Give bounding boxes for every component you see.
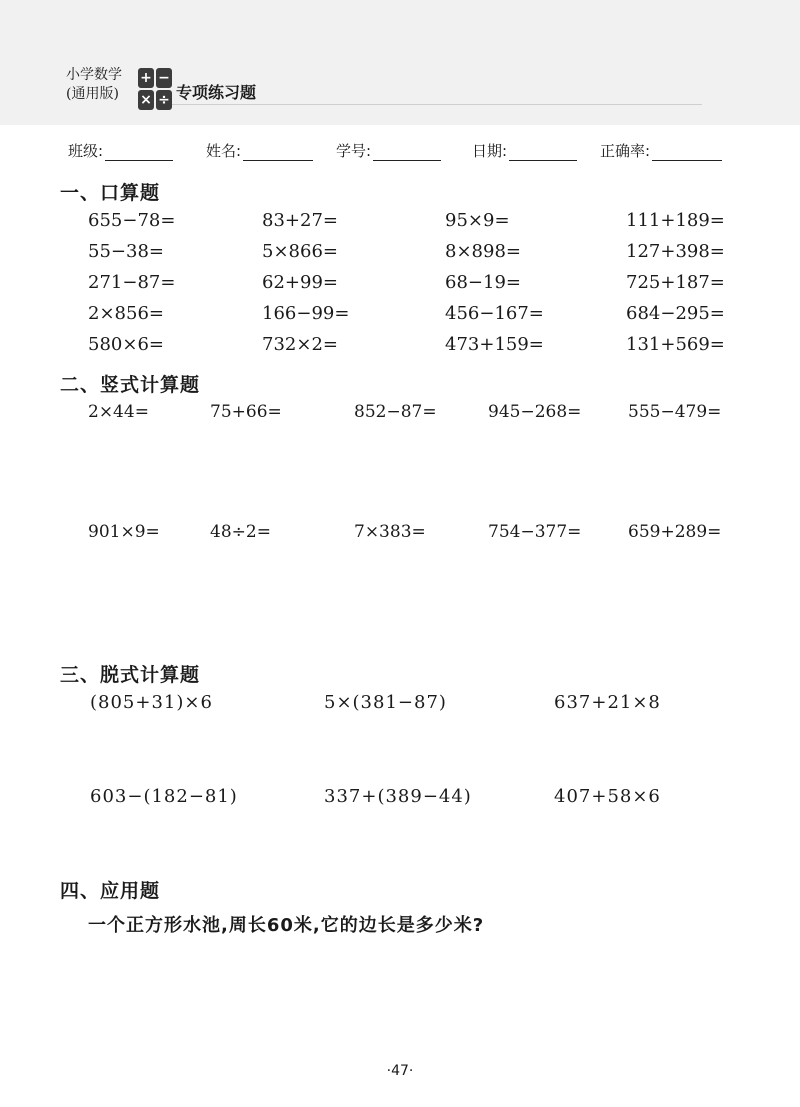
- brand-text: [66, 66, 122, 104]
- step-item: (805+31)×6: [90, 692, 213, 713]
- vertical-item: 555−479=: [628, 402, 722, 422]
- header-band: [0, 0, 800, 125]
- student-info-row: [68, 140, 738, 162]
- oral-item: 111+189=: [626, 210, 725, 231]
- oral-item: 271−87=: [88, 272, 176, 293]
- divide-icon: ÷: [156, 90, 172, 110]
- accuracy-blank[interactable]: [652, 144, 722, 161]
- minus-icon: −: [156, 68, 172, 88]
- vertical-item: 754−377=: [488, 522, 582, 542]
- step-item: 337+(389−44): [324, 786, 472, 807]
- multiply-icon: ×: [138, 90, 154, 110]
- arithmetic-ops-logo: [138, 68, 172, 110]
- vertical-calc-row: [88, 522, 748, 548]
- vertical-item: 75+66=: [210, 402, 282, 422]
- date-label: 日期:: [472, 142, 508, 160]
- plus-icon: +: [138, 68, 154, 88]
- date-blank[interactable]: [509, 144, 577, 161]
- oral-row: [88, 241, 748, 272]
- oral-item: 5×866=: [262, 241, 338, 262]
- oral-row: [88, 334, 748, 365]
- oral-row: [88, 272, 748, 303]
- accuracy-field: [600, 140, 722, 161]
- oral-item: 684−295=: [626, 303, 725, 324]
- id-field: [336, 140, 441, 161]
- step-calc-row: [90, 692, 750, 718]
- step-item: 407+58×6: [554, 786, 661, 807]
- step-item: 5×(381−87): [324, 692, 447, 713]
- oral-item: 456−167=: [445, 303, 544, 324]
- vertical-item: 659+289=: [628, 522, 722, 542]
- brand-line-2: (通用版): [66, 86, 119, 102]
- name-blank[interactable]: [243, 144, 313, 161]
- vertical-calc-row: [88, 402, 748, 428]
- oral-item: 166−99=: [262, 303, 350, 324]
- id-blank[interactable]: [373, 144, 441, 161]
- class-label: 班级:: [68, 142, 104, 160]
- oral-item: 732×2=: [262, 334, 338, 355]
- vertical-item: 852−87=: [354, 402, 437, 422]
- section-title-step: 三、脱式计算题: [60, 664, 201, 686]
- oral-item: 8×898=: [445, 241, 521, 262]
- oral-item: 62+99=: [262, 272, 338, 293]
- vertical-item: 945−268=: [488, 402, 582, 422]
- vertical-item: 2×44=: [88, 402, 149, 422]
- oral-item: 83+27=: [262, 210, 338, 231]
- oral-item: 725+187=: [626, 272, 725, 293]
- class-field: [68, 140, 173, 161]
- oral-item: 580×6=: [88, 334, 164, 355]
- oral-row: [88, 210, 748, 241]
- oral-item: 473+159=: [445, 334, 544, 355]
- oral-item: 127+398=: [626, 241, 725, 262]
- vertical-item: 7×383=: [354, 522, 426, 542]
- step-item: 603−(182−81): [90, 786, 238, 807]
- name-field: [206, 140, 313, 161]
- oral-item: 68−19=: [445, 272, 521, 293]
- step-item: 637+21×8: [554, 692, 661, 713]
- header-rule: [172, 104, 702, 105]
- section-title-oral: 一、口算题: [60, 182, 161, 204]
- word-problem-text: 一个正方形水池,周长60米,它的边长是多少米?: [88, 915, 485, 936]
- oral-item: 55−38=: [88, 241, 164, 262]
- name-label: 姓名:: [206, 142, 242, 160]
- accuracy-label: 正确率:: [600, 142, 651, 160]
- brand-line-1: 小学数学: [66, 67, 122, 83]
- oral-item: 131+569=: [626, 334, 725, 355]
- class-blank[interactable]: [105, 144, 173, 161]
- section-title-vertical: 二、竖式计算题: [60, 374, 201, 396]
- oral-item: 95×9=: [445, 210, 510, 231]
- series-title: 专项练习题: [176, 83, 257, 102]
- oral-item: 655−78=: [88, 210, 176, 231]
- date-field: [472, 140, 577, 161]
- page-number: ·47·: [386, 1063, 414, 1079]
- oral-item: 2×856=: [88, 303, 164, 324]
- oral-row: [88, 303, 748, 334]
- step-calc-row: [90, 786, 750, 812]
- vertical-item: 48÷2=: [210, 522, 271, 542]
- section-title-word: 四、应用题: [60, 880, 161, 902]
- id-label: 学号:: [336, 142, 372, 160]
- vertical-item: 901×9=: [88, 522, 160, 542]
